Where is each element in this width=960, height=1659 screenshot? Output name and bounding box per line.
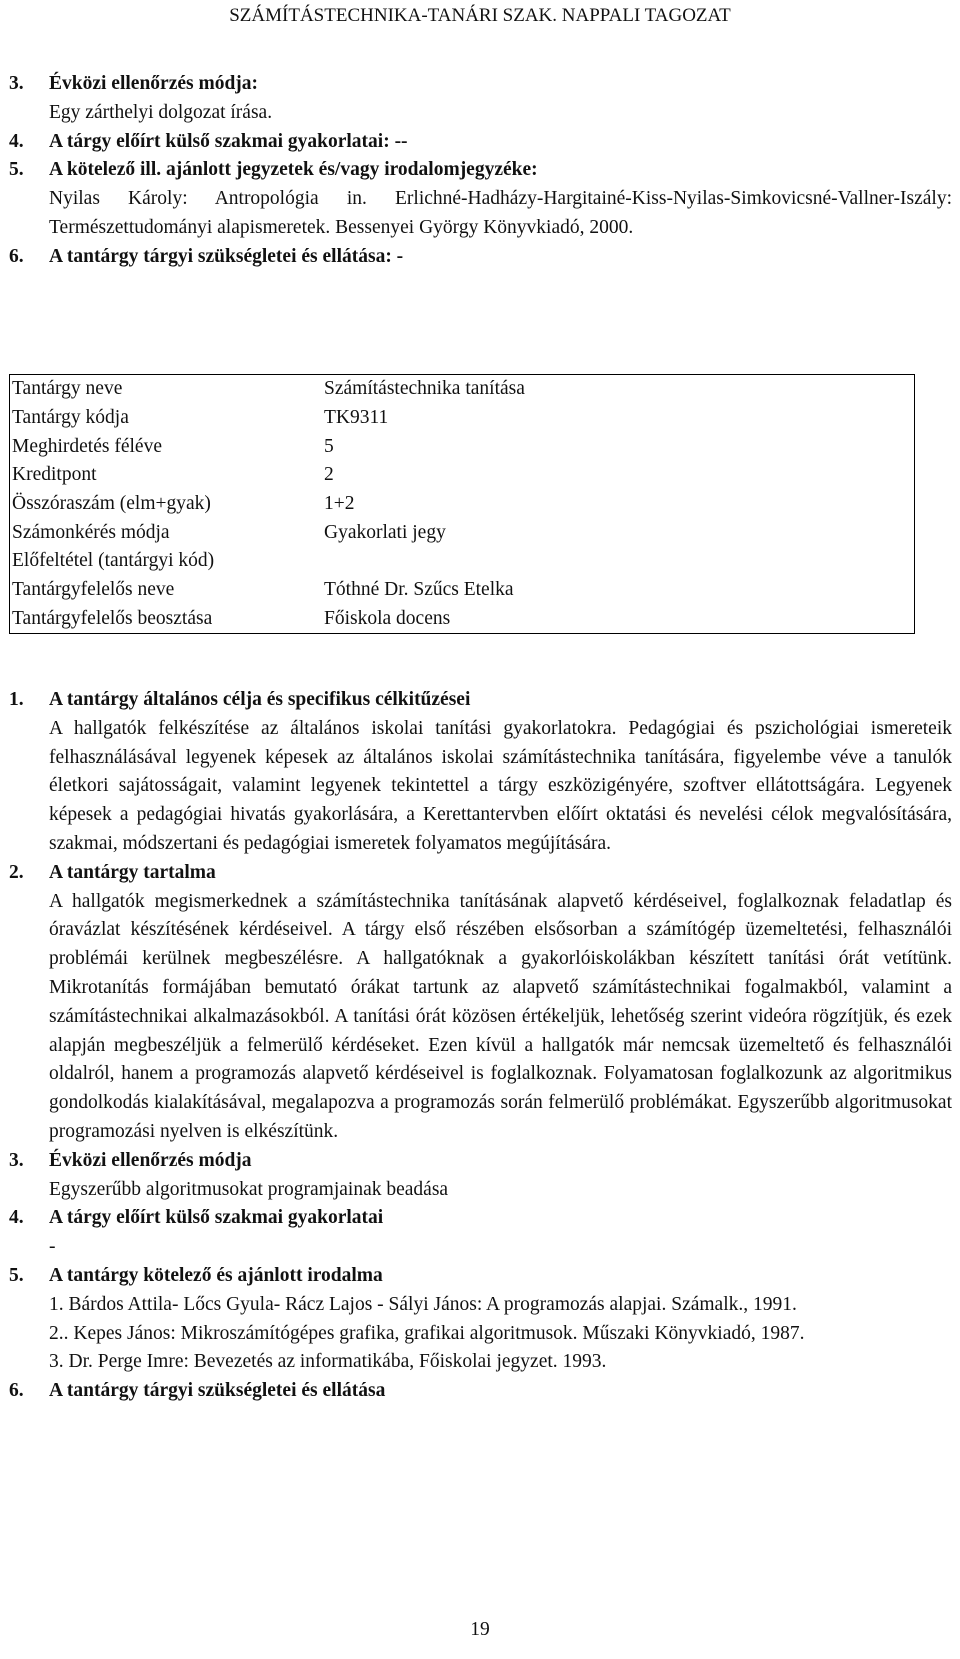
info-label: Meghirdetés féléve [12, 435, 162, 457]
info-value: Gyakorlati jegy [324, 521, 446, 543]
info-row [10, 605, 915, 634]
reference-item: 2.. Kepes János: Mikroszámítógépes grafika, grafikai algoritmusok. Műszaki Könyvkiadó, 1987. [49, 1322, 805, 1344]
section-text: A hallgatók megismerkednek a számítástechnika tanításának alapvető kérdéseivel, foglalkoznak feladatlap és óravázlat készítésének kérdéseivel. A tárgy első részében elsősorban a számítógép üzemeltetési, felhasználói problémái kerülnek megbeszélésre. A hallgatóknak a gyakorlóiskolákban készített tanítási órát vetítünk. Mikrotanítás formájában bemutató órákat tartunk az alapvető számítástechnikai fogalmakból, valamint a számítástechnikai alkalmazásokból. A tanítási órát közösen értékeljük, lehetőség szerint videóra rögzítjük, és ezek alapján megbeszéljük a felmerülő kérdéseket. Ezen kívül a hallgatók már nemcsak üzemeltető és felhasználói oldalról, hanem a programozás alapvető kérdéseivel is foglalkoznak. Folyamatosan foglalkozunk az algoritmikus gondolkodás kialakításával, megalapozva a programozás során felmerülő problémákat. Egyszerűbb algoritmusokat programozási nyelven is elkészítünk. [49, 890, 952, 1142]
section-heading [9, 70, 952, 99]
section-number: 2. [9, 861, 24, 883]
section-title: A tantárgy általános célja és specifikus célkitűzései [49, 689, 471, 710]
course-info-table [9, 374, 915, 634]
section-title: Évközi ellenőrzés módja [49, 1149, 252, 1171]
info-value: Főiskola docens [324, 607, 451, 629]
section-heading [9, 1262, 952, 1291]
section-number: 6. [9, 245, 24, 267]
info-label: Összóraszám (elm+gyak) [12, 493, 211, 515]
section-title: A tantárgy tartalma [49, 861, 216, 883]
info-row [10, 404, 915, 433]
section-text: A hallgatók felkészítése az általános iskolai tanítási gyakorlatokra. Pedagógiai és pszichológiai ismereteik felhasználásával legyenek képesek az általános iskolai számítástechnika tanítására, figyelembe véve a tanulók életkori sajátosságait, valamint legyenek tekintettel a tárgy eszközigényére, szoftver ellátottságára. Legyenek képesek a pedagógiai hivatás gyakorlására, a Kerettantervben előírt oktatási és nevelési célok megvalósítására, szakmai, módszertani és pedagógiai ismeretek folyamatos megújítására. [49, 717, 952, 854]
section-title: A tantárgy tárgyi szükségletei és ellátása [49, 1380, 386, 1402]
info-row [10, 547, 915, 576]
section-title: A tantárgy tárgyi szükségletei és ellátása: - [49, 245, 404, 267]
info-label: Tantárgy kódja [12, 407, 129, 429]
info-row [10, 432, 915, 461]
section-number: 5. [9, 159, 24, 181]
info-row [10, 490, 915, 519]
info-value: 5 [324, 435, 334, 457]
section-text: Egy zárthelyi dolgozat írása. [49, 101, 273, 123]
info-row [10, 375, 915, 404]
info-value [322, 547, 915, 576]
section-number: 1. [9, 689, 24, 710]
page-header: SZÁMÍTÁSTECHNIKA-TANÁRI SZAK. NAPPALI TAGOZAT [229, 5, 731, 26]
info-label: Tantárgyfelelős beosztása [12, 607, 213, 629]
info-label: Kreditpont [12, 464, 97, 486]
info-label: Tantárgy neve [12, 378, 123, 400]
section-title: A tárgy előírt külső szakmai gyakorlatai [49, 1207, 384, 1229]
section-number: 6. [9, 1380, 24, 1402]
section-text: - [49, 1236, 56, 1258]
info-label: Számonkérés módja [12, 521, 170, 543]
section-heading [9, 1377, 952, 1406]
info-row [10, 518, 915, 547]
info-row [10, 461, 915, 490]
section-number: 3. [9, 73, 24, 94]
section-text: Nyilas Károly: Antropológia in. Erlichné-Hadházy-Hargitainé-Kiss-Nyilas-Simkovicsné-Vallner-Iszály: Természettudományi alapismeretek. Bessenyei György Könyvkiadó, 2000. [49, 188, 952, 238]
info-value: Számítástechnika tanítása [324, 378, 525, 400]
section-text: Egyszerűbb algoritmusokat programjainak beadása [49, 1178, 449, 1200]
section-number: 4. [9, 1207, 24, 1229]
section-heading [9, 1147, 952, 1176]
info-label: Tantárgyfelelős neve [12, 579, 175, 601]
info-value: 1+2 [324, 493, 355, 515]
section-heading [9, 859, 952, 888]
section-heading [9, 156, 952, 185]
section-heading [9, 686, 952, 715]
info-value: 2 [324, 464, 334, 486]
section-number: 5. [9, 1264, 24, 1286]
section-title: A tárgy előírt külső szakmai gyakorlatai: -- [49, 130, 408, 152]
section-title: Évközi ellenőrzés módja: [49, 73, 259, 94]
section-heading [9, 128, 952, 157]
section-heading [9, 1204, 952, 1233]
section-title: A kötelező ill. ajánlott jegyzetek és/vagy irodalomjegyzéke: [49, 159, 538, 181]
info-label: Előfeltétel (tantárgyi kód) [12, 550, 215, 572]
reference-item: 3. Dr. Perge Imre: Bevezetés az informatikába, Főiskolai jegyzet. 1993. [49, 1351, 607, 1373]
reference-item: 1. Bárdos Attila- Lőcs Gyula- Rácz Lajos - Sályi János: A programozás alapjai. Számalk., 1991. [49, 1293, 797, 1315]
top-section [9, 70, 952, 272]
info-row [10, 576, 915, 605]
section-number: 3. [9, 1149, 24, 1171]
course-description [9, 686, 952, 1406]
page-number: 19 [470, 1619, 490, 1640]
section-heading [9, 243, 952, 272]
section-title: A tantárgy kötelező és ajánlott irodalma [49, 1264, 383, 1286]
info-value: TK9311 [324, 407, 389, 429]
info-value: Tóthné Dr. Szűcs Etelka [324, 579, 514, 601]
section-number: 4. [9, 130, 24, 152]
